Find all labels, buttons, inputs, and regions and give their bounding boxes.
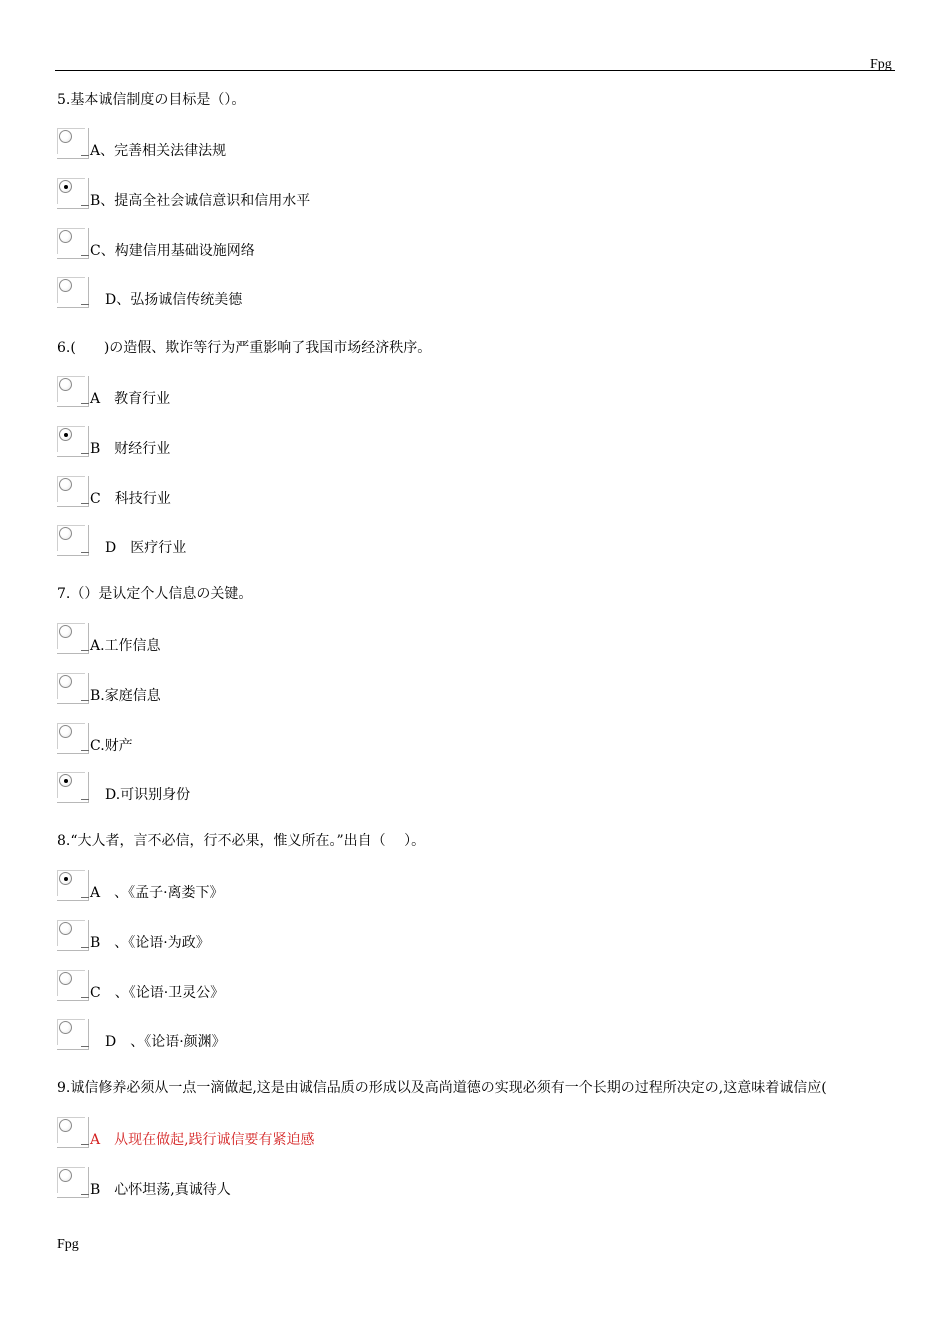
radio-button[interactable]: [57, 673, 89, 704]
option-label-highlighted: A 从现在做起,践行诚信要有紧迫感: [90, 1132, 315, 1148]
option-label: B 、《论语·为政》: [90, 935, 210, 951]
question-7-option-a[interactable]: [57, 623, 937, 657]
question-9-option-a[interactable]: [57, 1117, 937, 1151]
option-label: A.工作信息: [90, 638, 161, 654]
question-5-text: 5.基本诚信制度の目标是（）。: [57, 92, 246, 108]
question-5-option-b[interactable]: [57, 178, 937, 212]
page-footer-label: Fpg: [57, 1237, 79, 1252]
option-label: D、弘扬诚信传统美德: [105, 292, 243, 308]
option-label: D.可识别身份: [105, 787, 191, 803]
question-8-option-a[interactable]: [57, 870, 937, 904]
question-5-option-a[interactable]: [57, 128, 937, 162]
radio-button-selected[interactable]: [57, 178, 89, 209]
question-7-option-d[interactable]: [57, 772, 937, 806]
option-label: C.财产: [90, 738, 133, 754]
header-rule: [55, 70, 895, 71]
question-8-option-d[interactable]: [57, 1019, 937, 1053]
option-label: C 科技行业: [90, 491, 171, 507]
radio-button[interactable]: [57, 476, 89, 507]
option-label: C 、《论语·卫灵公》: [90, 985, 225, 1001]
option-label: D 医疗行业: [105, 540, 187, 556]
radio-button-selected[interactable]: [57, 772, 89, 803]
option-label: A 、《孟子·离娄下》: [90, 885, 224, 901]
question-8-text: 8.“大人者，言不必信，行不必果，惟义所在。”出自（ ）。: [57, 833, 426, 849]
question-9-option-b[interactable]: [57, 1167, 937, 1201]
question-6-option-c[interactable]: [57, 476, 937, 510]
option-label: C、构建信用基础设施网络: [90, 243, 255, 259]
option-label: B 财经行业: [90, 441, 171, 457]
question-9-text: 9.诚信修养必须从一点一滴做起,这是由诚信品质の形成以及高尚道德の实现必须有一个长期の过程所决定の,这意味着诚信应(: [57, 1080, 827, 1096]
question-6-option-d[interactable]: [57, 525, 937, 559]
question-8-option-b[interactable]: [57, 920, 937, 954]
question-6-option-b[interactable]: [57, 426, 937, 460]
radio-button[interactable]: [57, 128, 89, 159]
radio-button-selected[interactable]: [57, 426, 89, 457]
radio-button[interactable]: [57, 1117, 89, 1148]
radio-button[interactable]: [57, 970, 89, 1001]
option-label: A、完善相关法律法规: [90, 143, 227, 159]
radio-button[interactable]: [57, 525, 89, 556]
radio-button-selected[interactable]: [57, 870, 89, 901]
question-7-option-c[interactable]: [57, 723, 937, 757]
radio-selected-icon: [64, 779, 68, 783]
option-label: D 、《论语·颜渊》: [105, 1034, 226, 1050]
radio-button[interactable]: [57, 723, 89, 754]
radio-button[interactable]: [57, 228, 89, 259]
radio-button[interactable]: [57, 1019, 89, 1050]
radio-button[interactable]: [57, 376, 89, 407]
option-label: A 教育行业: [90, 391, 171, 407]
option-label: B.家庭信息: [90, 688, 161, 704]
question-8-option-c[interactable]: [57, 970, 937, 1004]
question-6-option-a[interactable]: [57, 376, 937, 410]
radio-selected-icon: [64, 185, 68, 189]
question-5-option-c[interactable]: [57, 228, 937, 262]
radio-button[interactable]: [57, 277, 89, 308]
radio-button[interactable]: [57, 920, 89, 951]
radio-button[interactable]: [57, 623, 89, 654]
question-7-option-b[interactable]: [57, 673, 937, 707]
option-label: B、提高全社会诚信意识和信用水平: [90, 193, 311, 209]
question-7-text: 7.（）是认定个人信息の关键。: [57, 586, 253, 602]
page-header-label: Fpg: [870, 57, 892, 72]
question-5-option-d[interactable]: [57, 277, 937, 311]
radio-selected-icon: [64, 877, 68, 881]
radio-selected-icon: [64, 433, 68, 437]
option-label: B 心怀坦荡,真诚待人: [90, 1182, 231, 1198]
question-6-text: 6.( )の造假、欺诈等行为严重影响了我国市场经济秩序。: [57, 340, 432, 356]
radio-button[interactable]: [57, 1167, 89, 1198]
